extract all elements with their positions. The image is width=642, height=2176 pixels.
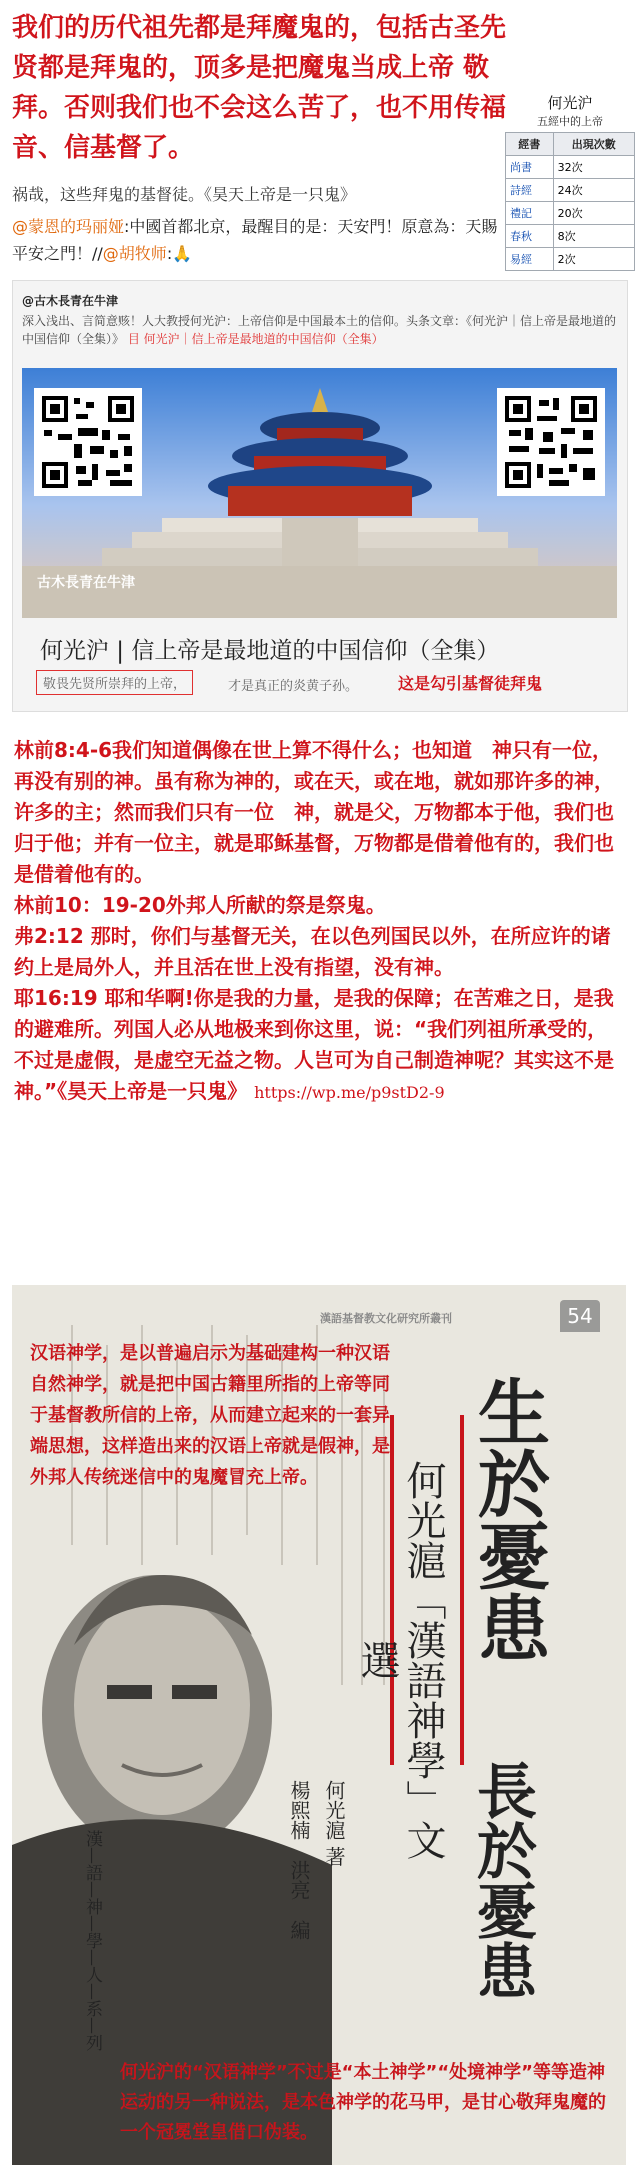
verse-paragraph: 林前8:4-6我们知道偶像在世上算不得什么；也知道 神只有一位，再没有别的神。虽有称为神的，或在天，或在地，就如那许多的神，许多的主；然而我们只有一位 神，就是父，万物都本于他，我们也归于他；并有一位主，就是耶稣基督，万物都是借着他有的，我们也是借着他有的。 <box>14 738 614 886</box>
book-link[interactable]: 易經 <box>506 248 554 271</box>
book-link[interactable]: 禮記 <box>506 202 554 225</box>
card-desc-text: 深入浅出、言简意赅！人大教授何光沪：上帝信仰是中国最本土的信仰。头条文章：《何光沪｜信上帝是最地道的中国信仰（全集）》 <box>22 314 617 346</box>
table-row <box>506 202 635 225</box>
book-link[interactable]: 尚書 <box>506 156 554 179</box>
article-link[interactable]: https://wp.me/p9stD2-9 <box>254 1083 445 1102</box>
card-desc-link[interactable]: 目 何光沪｜信上帝是最地道的中国信仰（全集） <box>127 332 384 346</box>
pray-emoji: :🙏 <box>166 244 193 263</box>
count-cell: 32次 <box>553 156 634 179</box>
table-row <box>506 225 635 248</box>
weibo-text: :中國首都北京，最醒目的是：天安門！原意為：天賜平安之門！// <box>12 217 498 263</box>
calligraphy-line: 生於憂患 <box>466 1375 551 1663</box>
mention-link[interactable]: @胡牧师 <box>102 244 167 263</box>
mention-link[interactable]: @蒙恩的玛丽娅 <box>12 217 125 236</box>
ho-table <box>505 92 635 271</box>
table-header: 出現次數 <box>553 133 634 156</box>
table-header: 經書 <box>506 133 554 156</box>
qr-code-icon <box>40 394 136 490</box>
count-cell: 24次 <box>553 179 634 202</box>
verse-paragraph: 弗2:12 那时，你们与基督无关，在以色列国民以外，在所应许的诸约上是局外人，并且活在世上没有指望，没有神。 <box>14 924 611 979</box>
calligraphy-line: 長於憂患 <box>467 1760 537 2000</box>
book-link[interactable]: 春秋 <box>506 225 554 248</box>
qr-code-icon <box>503 394 599 490</box>
qr-code-right[interactable] <box>497 388 605 496</box>
count-cell: 2次 <box>553 248 634 271</box>
table-row <box>506 156 635 179</box>
scripture-block <box>14 735 626 1108</box>
cover-series-vertical: 漢—語—神—學—人—系—列 <box>82 1830 102 2051</box>
count-cell: 8次 <box>553 225 634 248</box>
cover-editors: 楊熙楠 洪亮 編 <box>287 1780 311 1940</box>
table-row <box>506 179 635 202</box>
cover-annotation-bottom: 何光沪的“汉语神学”不过是“本土神学”“处境神学”等等造神运动的另一种说法，是本色神学的花马甲，是甘心敬拜鬼魔的一个冠冕堂皇借口伪装。 <box>120 2062 606 2143</box>
card-description <box>22 312 617 348</box>
remark-text: 祸哉，这些拜鬼的基督徒。《昊天上帝是一只鬼》 <box>12 185 357 204</box>
cover-title: 何光滬「漢語神學」文選 <box>354 1460 446 1860</box>
banner-watermark: 古木長青在牛津 <box>37 575 135 591</box>
book-count-table <box>505 132 635 271</box>
card-subtitle-rest: 才是真正的炎黄子孙。 <box>228 679 359 694</box>
annotation-note: 这是勾引基督徒拜鬼 <box>398 674 543 693</box>
qr-code-left[interactable] <box>34 388 142 496</box>
cover-calligraphy <box>462 1375 612 1745</box>
table-row <box>506 248 635 271</box>
book-link[interactable]: 詩經 <box>506 179 554 202</box>
intro-text: 我们的历代祖先都是拜魔鬼的，包括古圣先贤都是拜鬼的，顶多是把魔鬼当成上帝 敬拜。否则我们也不会这么苦了，也不用传福音、信基督了。 <box>12 13 507 163</box>
card-title[interactable]: 何光沪 | 信上帝是最地道的中国信仰（全集） <box>40 638 500 664</box>
series-number-badge: 54 <box>560 1300 600 1332</box>
cover-annotation-top: 汉语神学，是以普遍启示为基础建构一种汉语自然神学，就是把中国古籍里所指的上帝等同于基督教所信的上帝，从而建立起来的一套异端思想，这样造出来的汉语上帝就是假神，是外邦人传统迷信中的鬼魔冒充上帝。 <box>30 1343 390 1488</box>
table-name: 何光沪 <box>547 94 593 112</box>
cover-series-name: 漢語基督教文化研究所叢刊 <box>320 1312 452 1325</box>
weibo-repost <box>12 213 512 267</box>
table-subtitle: 五經中的上帝 <box>537 115 603 128</box>
count-cell: 20次 <box>553 202 634 225</box>
verse-paragraph: 耶16:19 耶和华啊!你是我的力量，是我的保障；在苦难之日，是我的避难所。列国人必从地极来到你这里，说：“我们列祖所承受的，不过是虚假，是虚空无益之物。人岂可为自己制造神呢？其实这不是神。”《昊天上帝是一只鬼》 https://wp.me/p9stD2-9 <box>14 986 614 1103</box>
highlighted-phrase: 敬畏先贤所崇拜的上帝， <box>36 670 193 695</box>
cover-author: 何光滬 著 <box>322 1780 346 1867</box>
verse-paragraph: 林前10：19-20外邦人所献的祭是祭鬼。 <box>14 893 386 917</box>
card-source[interactable]: @古木長青在牛津 <box>22 294 119 308</box>
